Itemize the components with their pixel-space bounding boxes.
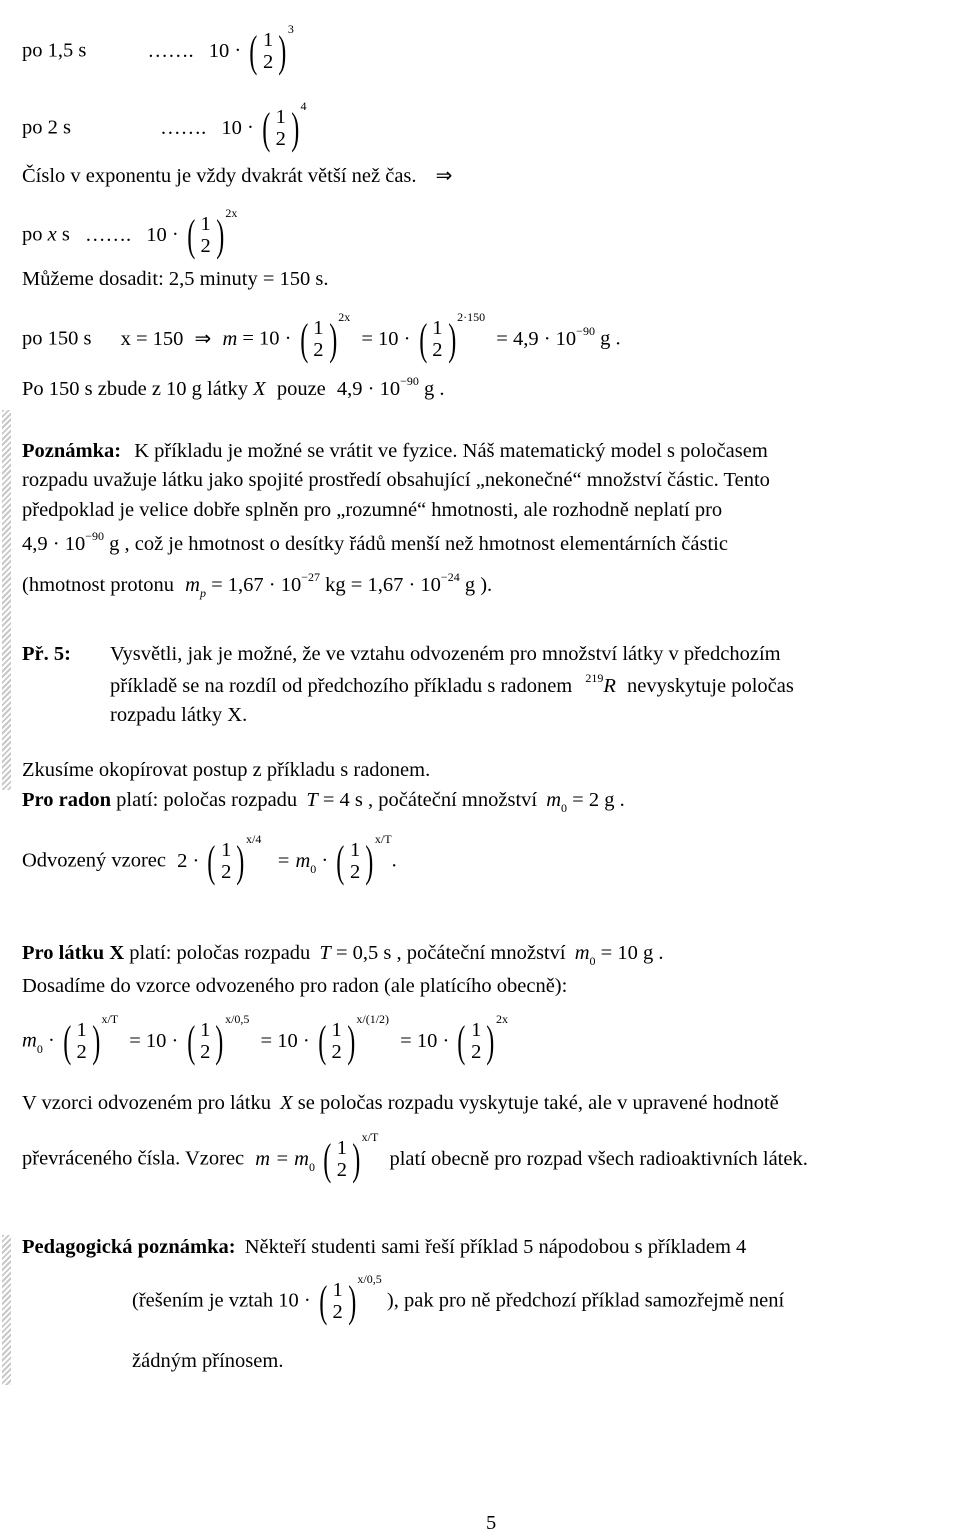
line-po-150: po 150 s x = 150 ⇒ m = 10 · ( 1 2 ) $^{2x}$ = 10 · ( 1 2 ) $^{2\cdot 150} = 4,9 \cdot 10^{-90}$ g . (22, 309, 621, 364)
note-line-4: $4,9 \cdot 10^{-90}$ g , což je hmotnost o desítky řádů menší než hmotnost elementárních částic (22, 529, 728, 555)
line-po-2: po 2 s ……. 10 · ( 1 2 ) $^4$ (22, 98, 307, 153)
page-number: 5 (486, 1512, 497, 1534)
fraction-half: ( 1 2 ) (318, 1017, 356, 1066)
fraction-half: ( 1 2 ) (262, 104, 300, 153)
solution-line-8: převráceného čísla. Vzorec $m = m_0$ ( 1 2 ) $^{x/T}$ platí obecně pro rozpad všech radioaktivních látek. (22, 1129, 808, 1184)
implies-icon: ⇒ (194, 325, 212, 350)
solution-line-3: Odvozený vzorec 2 · ( 1 2 ) $^{x/4} = m_0$ · ( 1 2 ) $^{x/T}$. (22, 831, 397, 886)
solution-line-5: Dosadíme do vzorce odvozeného pro radon (ale platícího obecně): (22, 975, 568, 997)
note-line-1: Poznámka: K příkladu je možné se vrátit ve fyzice. Náš matematický model s poločasem (22, 440, 768, 462)
pedagogic-line-3: žádným přínosem. (132, 1350, 284, 1372)
note-line-2: rozpadu uvažuje látku jako spojité prostředí obsahující „nekonečné“ množství částic. Tento (22, 469, 770, 491)
example-line-1: Vysvětli, jak je možné, že ve vztahu odvozeném pro množství látky v předchozím (110, 643, 781, 665)
solution-line-6: $m_0$ · ( 1 2 ) $^{x/T}$ = 10 · ( 1 2 ) $^{x/0,5}$ = 10 · ( 1 2 ) $^{x/(1/2)}$ = 10 · ( 1 2 ) $^{2x}$ (22, 1011, 508, 1066)
fraction-half: ( 1 2 ) (249, 27, 287, 76)
line-after-150: Po 150 s zbude z 10 g látky X pouze $4,9 \cdot 10^{-90}$ g . (22, 374, 445, 400)
line-po-1-5: po 1,5 s ……. 10 · ( 1 2 ) $^3$ (22, 21, 294, 76)
pedagogic-line-1: Pedagogická poznámka: Někteří studenti sami řeší příklad 5 nápodobou s příkladem 4 (22, 1236, 747, 1258)
fraction-half: ( 1 2 ) (207, 837, 245, 886)
solution-line-7: V vzorci odvozeném pro látku X se poločas rozpadu vyskytuje také, ale v upravené hodnotě (22, 1092, 779, 1114)
note-line-5: (hmotnost protonu $m_p = 1,67 \cdot 10^{-27}$ kg = $1,67 \cdot 10^{-24}$ g ). (22, 570, 493, 600)
pedagogic-line-2: (řešením je vztah 10 · ( 1 2 ) $^{x/0,5}$ ), pak pro ně předchozí příklad samozřejmě není (132, 1271, 785, 1326)
line-substitute: Můžeme dosadit: 2,5 minuty = 150 s. (22, 268, 329, 290)
solution-line-2: Pro radon platí: poločas rozpadu T = 4 s , počáteční množství $m_0 = 2$ g . (22, 789, 625, 815)
note-line-3: předpoklad je velice dobře splněn pro „rozumné“ hmotnosti, ale rozhodně neplatí pro (22, 499, 723, 521)
fraction-half: ( 1 2 ) (457, 1017, 495, 1066)
line-exponent-rule: Číslo v exponentu je vždy dvakrát větší než čas. ⇒ (22, 163, 453, 187)
note-label: Poznámka: (22, 440, 122, 462)
implies-icon: ⇒ (435, 163, 453, 187)
fraction-half: ( 1 2 ) (186, 1017, 224, 1066)
solution-line-4: Pro látku X platí: poločas rozpadu T = 0,5 s , počáteční množství $m_0 = 10$ g . (22, 942, 664, 968)
margin-bar-top (2, 410, 11, 790)
margin-bar-bottom (2, 1235, 11, 1385)
fraction-half: ( 1 2 ) (319, 1277, 357, 1326)
fraction-half: ( 1 2 ) (299, 315, 337, 364)
fraction-half: ( 1 2 ) (63, 1017, 101, 1066)
solution-line-1: Zkusíme okopírovat postup z příkladu s radonem. (22, 759, 431, 781)
example-line-3: rozpadu látky X. (110, 704, 248, 726)
fraction-half: ( 1 2 ) (418, 315, 456, 364)
example-line-2: příkladě se na rozdíl od předchozího příkladu s radonem $^{219}$R nevyskytuje poločas (110, 671, 794, 697)
fraction-half: ( 1 2 ) (323, 1135, 361, 1184)
example-label: Př. 5: (22, 643, 71, 665)
fraction-half: ( 1 2 ) (187, 211, 225, 260)
line-po-x: po x s ……. 10 · ( 1 2 ) $^{2x}$ (22, 205, 238, 260)
fraction-half: ( 1 2 ) (336, 837, 374, 886)
